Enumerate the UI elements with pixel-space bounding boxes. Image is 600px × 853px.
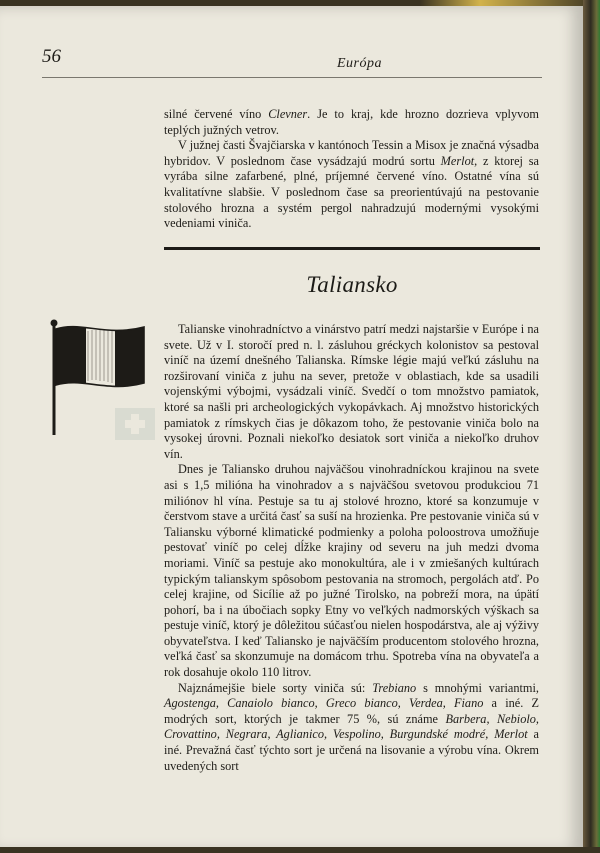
page-number: 56 bbox=[42, 46, 61, 67]
section-rule bbox=[164, 247, 540, 250]
text-run: silné červené víno bbox=[164, 107, 269, 121]
header-rule bbox=[42, 77, 542, 78]
paragraph bbox=[164, 107, 539, 138]
text-run: V južnej časti Švajčiarska v kantónoch Tessin a Misox je značná výsadba hybridov. V poslednom čase vysádzajú modrú sortu bbox=[164, 138, 539, 168]
running-head: Európa bbox=[337, 56, 382, 71]
paragraph bbox=[164, 462, 539, 680]
show-through-emblem bbox=[113, 404, 157, 444]
text-run: s mnohými variantmi, bbox=[416, 680, 539, 695]
italic-term: Agostenga, Canaiolo bianco, Greco bianco, Verdea, Fiano bbox=[164, 696, 484, 711]
text-run: a iné. Z modrých sort, ktorých je takmer 75 %, sú známe bbox=[164, 696, 539, 726]
text-run: . Je to kraj, kde hrozno dozrieva vplyvom teplých južných vetrov. bbox=[164, 107, 539, 137]
italic-term: Clevner bbox=[268, 107, 308, 121]
paragraph bbox=[164, 681, 539, 775]
italic-term: Barbera, Nebiolo, Crovattino, Negrara, Aglianico, Vespolino, Burgundské modré, Merlot bbox=[164, 711, 539, 742]
text-run: , z ktorej sa vyrába silne zafarbené, plné, príjemné červené víno. Ostatné vína sú kvalitatívne slabšie. V poslednom čase sa preorientúvajú na pestovanie stolového hrozna a systém pergol nahradzujú modernými vysokými vedeniami viniča. bbox=[164, 153, 539, 231]
italic-term: Trebiano bbox=[372, 680, 417, 695]
book-cover-edge bbox=[583, 0, 600, 853]
paragraph bbox=[164, 322, 539, 462]
page-bottom-edge bbox=[0, 847, 600, 853]
book-page bbox=[0, 6, 583, 851]
intro-text bbox=[164, 107, 539, 232]
text-run: Talianske vinohradníctvo a vinárstvo patrí medzi najstaršie v Európe i na svete. Už v I. storočí pred n. l. zásluhou gréckych kolonistov sa pestoval viníč na území dnešného Talianska. Rímske légie majú veľkú zásluhu na rozširovaní viniča z juhu na sever, pretože v oblastiach, kde sa usadili vojenskými výbojmi, vysádzali viníč. Svedčí o tom množstvo pamiatok, ktoré sa našli pri archeologických vykopávkach. Aj množstvo historických pamiatok z rímskych čias je dôkazom toho, že pestovanie viniča bolo na vysokej úrovni. Poznali niekoľko desiatok sort viniča a niekoľko druhov vín. bbox=[164, 322, 539, 461]
text-run: Najznámejšie biele sorty viniča sú: bbox=[178, 680, 373, 695]
text-run: Dnes je Taliansko druhou najväčšou vinohradníckou krajinou na svete asi s 1,5 milióna ha vinohradov a s najväčšou svetovou produkciou 71 miliónov hl vína. Pestuje sa tu aj stolové hrozno, ktoré sa konzumuje v čerstvom stave a určitá časť sa suší na hrozienka. Pre pestovanie viniča sú v Taliansku výborné klimatické podmienky a poloha poloostrova umožňuje pestovať viníč po celej dĺžke krajiny od severu na juh medzi dvoma moriami. Viníč sa pestuje ako monokultúra, ale i v zmiešaných kultúrach typickým talianskym spôsobom pestovania na stromoch, pergolách atď. Po celej krajine, od Sicílie až po južné Tirolsko, na pobreží mora, na úpätí pohorí, ba i na úbočiach sopky Etny vo veľkých nadmorských výškach sa pestuje viníč, ktorý je dôležitou súčasťou nielen hospodárstva, ale aj výživy obyvateľstva. I keď Taliansko je najväčším producentom stolového hrozna, veľká časť sa skonzumuje na domácom trhu. Spotreba vína na obyvateľa a rok dosahuje okolo 110 litrov. bbox=[164, 462, 539, 680]
text-run: a iné. Prevažná časť týchto sort je určená na lisovanie a výrobu vína. Okrem uvedených sort bbox=[164, 727, 539, 773]
paragraph bbox=[164, 138, 539, 232]
section-body-text bbox=[164, 322, 539, 774]
section-title: Taliansko bbox=[306, 272, 398, 297]
italic-term: Merlot bbox=[440, 153, 475, 168]
